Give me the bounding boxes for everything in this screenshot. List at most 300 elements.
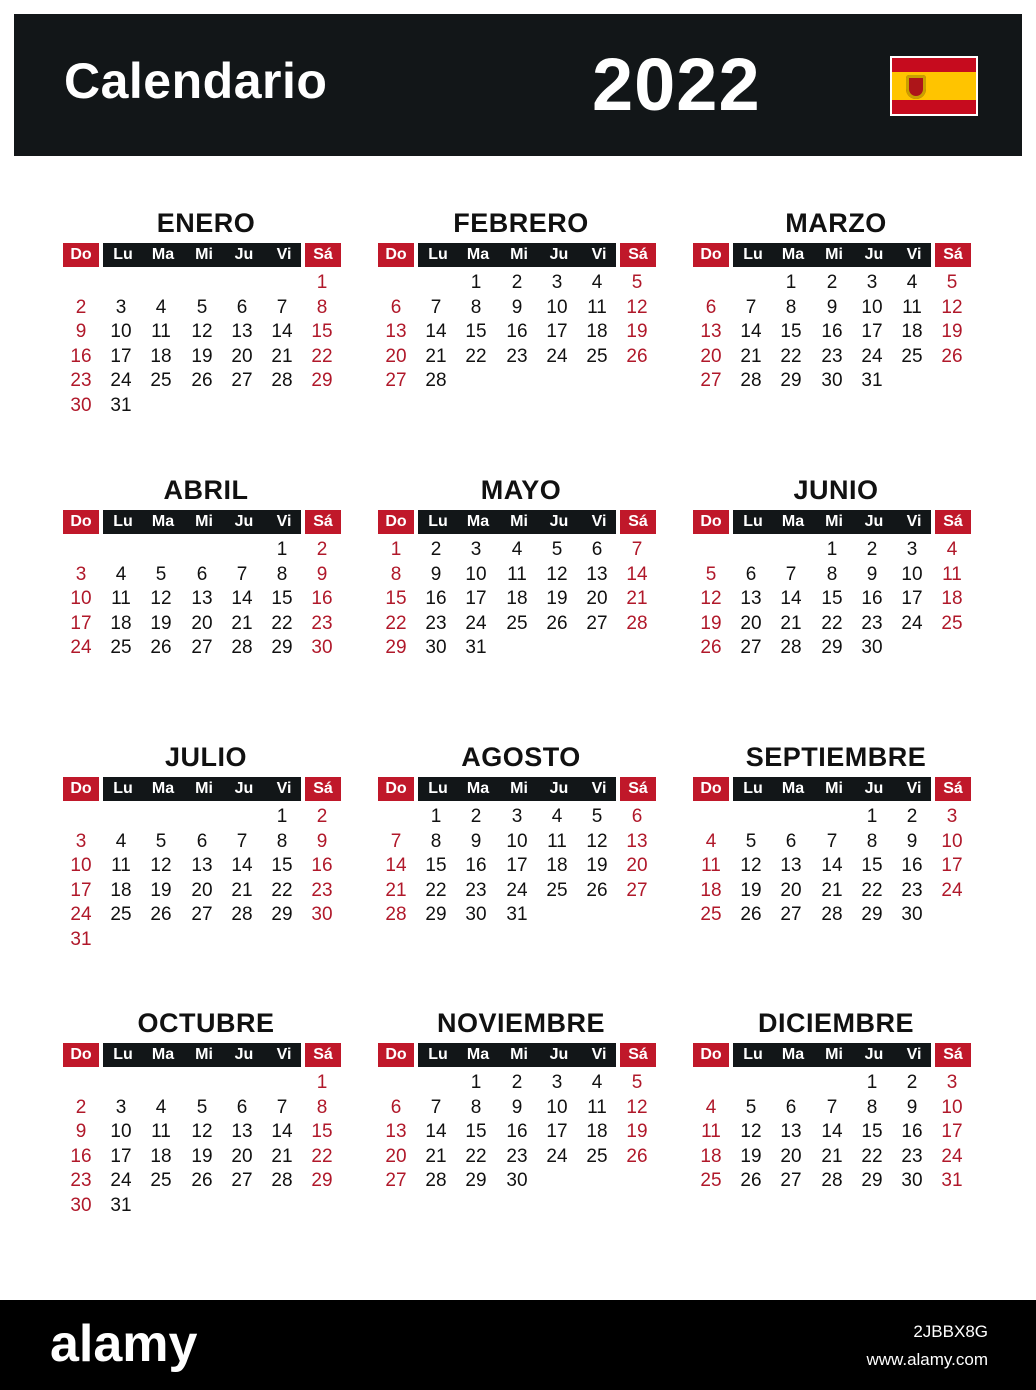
day-cell: 9 [470, 830, 482, 852]
day-cell: 16 [70, 345, 92, 367]
day-cell: 4 [906, 272, 918, 293]
day-cell: 19 [700, 612, 722, 634]
day-cell: 30 [861, 637, 883, 659]
day-cell: 2 [75, 1096, 87, 1118]
month-name: JULIO [164, 742, 247, 772]
day-cell: 21 [626, 588, 648, 610]
days-grid [378, 538, 664, 688]
days-grid [378, 1071, 664, 1221]
day-cell: 20 [626, 855, 648, 877]
day-cell: 12 [626, 1096, 648, 1118]
day-cell: 30 [70, 1195, 92, 1216]
flag-red-stripe [892, 58, 976, 72]
month-name: FEBRERO [453, 208, 589, 238]
weekday-label: Ma [466, 1046, 490, 1063]
weekday-label: Ju [549, 246, 569, 263]
day-cell: 24 [901, 612, 923, 634]
day-cell: 15 [465, 321, 487, 343]
day-cell: 8 [390, 563, 402, 585]
weekday-label: Ju [864, 1046, 884, 1063]
day-cell: 19 [586, 855, 608, 877]
month-block [693, 740, 979, 955]
weekday-label: Ju [549, 513, 569, 530]
day-cell: 10 [546, 296, 568, 318]
weekday-label: Ma [466, 513, 490, 530]
day-cell: 18 [700, 1145, 722, 1167]
day-cell: 22 [271, 612, 293, 634]
day-cell: 4 [155, 296, 167, 318]
day-cell: 13 [626, 830, 648, 852]
weekday-header [63, 510, 349, 534]
day-cell: 15 [311, 1121, 333, 1143]
day-cell: 5 [631, 1072, 643, 1093]
weekday-label: Ju [234, 513, 254, 530]
day-cell: 9 [316, 830, 328, 852]
days-grid [378, 271, 664, 421]
day-cell: 20 [740, 612, 762, 634]
day-cell: 5 [745, 1096, 757, 1118]
day-cell: 29 [861, 904, 883, 926]
days-grid [63, 1071, 349, 1221]
day-cell: 23 [311, 612, 333, 634]
day-cell: 1 [785, 272, 797, 293]
day-cell: 20 [780, 1145, 802, 1167]
month-block [63, 740, 349, 955]
weekday-label: Sá [935, 777, 971, 801]
day-cell: 7 [430, 1096, 442, 1118]
day-cell: 27 [700, 370, 722, 392]
day-cell: 4 [591, 272, 603, 293]
watermark-footer [0, 1300, 1036, 1390]
day-cell: 30 [425, 637, 447, 659]
day-cell: 16 [465, 855, 487, 877]
day-cell: 20 [385, 345, 407, 367]
day-cell: 16 [311, 855, 333, 877]
weekday-label: Do [378, 243, 414, 267]
day-cell: 17 [901, 588, 923, 610]
day-cell: 26 [191, 1170, 213, 1192]
weekday-label: Lu [743, 780, 763, 797]
day-cell: 11 [902, 296, 922, 318]
day-cell: 27 [780, 1170, 802, 1192]
day-cell: 12 [150, 588, 172, 610]
day-cell: 17 [546, 1121, 568, 1143]
day-cell: 17 [70, 879, 92, 901]
day-cell: 25 [901, 345, 923, 367]
weekday-label: Vi [276, 780, 292, 797]
day-cell: 23 [861, 612, 883, 634]
day-cell: 5 [631, 272, 643, 293]
day-cell: 25 [700, 904, 722, 926]
day-cell: 15 [821, 588, 843, 610]
day-cell: 22 [425, 879, 447, 901]
day-cell: 28 [821, 904, 843, 926]
day-cell: 14 [740, 321, 762, 343]
day-cell: 24 [70, 637, 92, 659]
day-cell: 31 [110, 1195, 132, 1216]
weekday-header [693, 1043, 979, 1067]
calendar-header [14, 14, 1022, 156]
day-cell: 13 [231, 321, 253, 343]
day-cell: 22 [465, 1145, 487, 1167]
weekday-label: Lu [113, 1046, 133, 1063]
day-cell: 22 [465, 345, 487, 367]
day-cell: 9 [430, 563, 442, 585]
day-cell: 9 [75, 1121, 87, 1143]
day-cell: 11 [701, 855, 721, 877]
day-cell: 28 [740, 370, 762, 392]
day-cell: 26 [150, 904, 172, 926]
day-cell: 11 [151, 321, 171, 343]
day-cell: 6 [390, 1096, 402, 1118]
day-cell: 19 [150, 879, 172, 901]
day-cell: 4 [705, 830, 717, 852]
weekday-label: Sá [305, 510, 341, 534]
month-name: AGOSTO [461, 742, 581, 772]
day-cell: 24 [861, 345, 883, 367]
day-cell: 4 [511, 539, 523, 560]
day-cell: 20 [586, 588, 608, 610]
day-cell: 27 [626, 879, 648, 901]
day-cell: 23 [311, 879, 333, 901]
day-cell: 23 [465, 879, 487, 901]
day-cell: 27 [385, 1170, 407, 1192]
day-cell: 24 [465, 612, 487, 634]
day-cell: 3 [551, 272, 563, 293]
weekday-label: Sá [620, 1043, 656, 1067]
weekday-label: Vi [591, 1046, 607, 1063]
day-cell: 5 [591, 806, 603, 827]
day-cell: 8 [826, 563, 838, 585]
day-cell: 30 [901, 1170, 923, 1192]
weekday-label: Mi [825, 1046, 843, 1063]
weekday-header [378, 1043, 664, 1067]
day-cell: 26 [740, 904, 762, 926]
day-cell: 7 [276, 296, 288, 318]
weekday-label: Ma [781, 246, 805, 263]
coat-of-arms-icon [906, 75, 926, 99]
day-cell: 23 [70, 1170, 92, 1192]
day-cell: 1 [470, 272, 482, 293]
weekday-label: Mi [195, 1046, 213, 1063]
weekday-label: Sá [935, 510, 971, 534]
day-cell: 11 [111, 855, 131, 877]
weekday-label: Ju [864, 780, 884, 797]
day-cell: 22 [821, 612, 843, 634]
spain-flag-icon [890, 56, 978, 116]
day-cell: 31 [110, 395, 132, 416]
weekday-label: Ju [549, 780, 569, 797]
day-cell: 20 [191, 879, 213, 901]
day-cell: 19 [941, 321, 963, 343]
day-cell: 18 [901, 321, 923, 343]
day-cell: 30 [311, 904, 333, 926]
weekday-label: Do [63, 243, 99, 267]
weekday-label: Vi [591, 246, 607, 263]
day-cell: 5 [705, 563, 717, 585]
day-cell: 13 [191, 588, 213, 610]
day-cell: 16 [425, 588, 447, 610]
day-cell: 8 [316, 296, 328, 318]
day-cell: 26 [700, 637, 722, 659]
day-cell: 12 [150, 855, 172, 877]
day-cell: 9 [511, 1096, 523, 1118]
day-cell: 24 [506, 879, 528, 901]
day-cell: 16 [821, 321, 843, 343]
day-cell: 24 [110, 370, 132, 392]
day-cell: 9 [906, 1096, 918, 1118]
day-cell: 7 [390, 830, 402, 852]
month-name: DICIEMBRE [757, 1008, 914, 1038]
day-cell: 21 [425, 345, 447, 367]
day-cell: 9 [511, 296, 523, 318]
month-block [63, 473, 349, 688]
day-cell: 2 [511, 272, 523, 293]
day-cell: 17 [465, 588, 487, 610]
day-cell: 20 [231, 1145, 253, 1167]
day-cell: 26 [941, 345, 963, 367]
day-cell: 22 [311, 1145, 333, 1167]
day-cell: 25 [586, 1145, 608, 1167]
day-cell: 30 [821, 370, 843, 392]
day-cell: 3 [946, 806, 958, 827]
weekday-label: Vi [591, 513, 607, 530]
day-cell: 11 [507, 563, 527, 585]
day-cell: 14 [271, 1121, 293, 1143]
day-cell: 15 [861, 1121, 883, 1143]
day-cell: 7 [826, 830, 838, 852]
weekday-label: Ju [234, 780, 254, 797]
day-cell: 20 [700, 345, 722, 367]
day-cell: 25 [150, 1170, 172, 1192]
day-cell: 13 [385, 321, 407, 343]
day-cell: 12 [941, 296, 963, 318]
day-cell: 11 [701, 1121, 721, 1143]
weekday-label: Do [693, 777, 729, 801]
weekday-label: Sá [620, 243, 656, 267]
day-cell: 28 [626, 612, 648, 634]
weekday-label: Mi [510, 246, 528, 263]
day-cell: 4 [155, 1096, 167, 1118]
day-cell: 27 [191, 637, 213, 659]
month-name: MAYO [480, 475, 562, 505]
weekday-label: Do [378, 1043, 414, 1067]
day-cell: 7 [785, 563, 797, 585]
day-cell: 20 [780, 879, 802, 901]
footer-url: www.alamy.com [866, 1350, 988, 1369]
day-cell: 10 [941, 830, 963, 852]
day-cell: 8 [470, 1096, 482, 1118]
weekday-label: Lu [428, 780, 448, 797]
day-cell: 3 [551, 1072, 563, 1093]
day-cell: 1 [866, 806, 878, 827]
weekday-label: Sá [935, 1043, 971, 1067]
weekday-label: Sá [305, 1043, 341, 1067]
day-cell: 23 [425, 612, 447, 634]
day-cell: 18 [546, 855, 568, 877]
calendar-year: 2022 [592, 43, 761, 126]
weekday-label: Vi [906, 1046, 922, 1063]
day-cell: 23 [901, 1145, 923, 1167]
day-cell: 22 [271, 879, 293, 901]
day-cell: 21 [740, 345, 762, 367]
month-block [693, 1006, 979, 1221]
month-name: ABRIL [163, 475, 249, 505]
day-cell: 26 [626, 345, 648, 367]
day-cell: 11 [587, 1096, 607, 1118]
day-cell: 22 [385, 612, 407, 634]
day-cell: 18 [586, 1121, 608, 1143]
weekday-label: Sá [620, 777, 656, 801]
day-cell: 3 [75, 563, 87, 585]
flag-yellow-stripe [892, 72, 976, 100]
day-cell: 15 [271, 855, 293, 877]
day-cell: 2 [906, 1072, 918, 1093]
weekday-label: Lu [743, 513, 763, 530]
days-grid [693, 538, 979, 688]
day-cell: 14 [780, 588, 802, 610]
day-cell: 10 [110, 321, 132, 343]
weekday-label: Ma [151, 780, 175, 797]
day-cell: 25 [150, 370, 172, 392]
day-cell: 7 [430, 296, 442, 318]
day-cell: 13 [780, 1121, 802, 1143]
day-cell: 14 [271, 321, 293, 343]
day-cell: 27 [191, 904, 213, 926]
day-cell: 4 [591, 1072, 603, 1093]
weekday-header [693, 510, 979, 534]
weekday-label: Mi [510, 1046, 528, 1063]
day-cell: 3 [906, 539, 918, 560]
day-cell: 4 [551, 806, 563, 827]
day-cell: 26 [740, 1170, 762, 1192]
day-cell: 22 [780, 345, 802, 367]
day-cell: 29 [861, 1170, 883, 1192]
day-cell: 2 [75, 296, 87, 318]
day-cell: 10 [901, 563, 923, 585]
day-cell: 25 [941, 612, 963, 634]
weekday-label: Mi [825, 246, 843, 263]
day-cell: 23 [506, 1145, 528, 1167]
weekday-label: Ju [864, 246, 884, 263]
weekday-label: Sá [305, 777, 341, 801]
day-cell: 20 [385, 1145, 407, 1167]
day-cell: 13 [780, 855, 802, 877]
day-cell: 13 [740, 588, 762, 610]
day-cell: 9 [316, 563, 328, 585]
day-cell: 26 [586, 879, 608, 901]
weekday-label: Lu [743, 1046, 763, 1063]
day-cell: 24 [941, 1145, 963, 1167]
weekday-label: Ma [151, 246, 175, 263]
day-cell: 12 [740, 1121, 762, 1143]
day-cell: 4 [115, 563, 127, 585]
weekday-header [378, 510, 664, 534]
weekday-label: Ma [781, 1046, 805, 1063]
day-cell: 27 [385, 370, 407, 392]
day-cell: 3 [470, 539, 482, 560]
weekday-label: Mi [195, 246, 213, 263]
weekday-label: Vi [276, 1046, 292, 1063]
day-cell: 21 [271, 345, 293, 367]
day-cell: 5 [551, 539, 563, 560]
day-cell: 1 [826, 539, 838, 560]
day-cell: 28 [271, 1170, 293, 1192]
day-cell: 28 [425, 370, 447, 392]
day-cell: 21 [780, 612, 802, 634]
day-cell: 2 [906, 806, 918, 827]
day-cell: 18 [506, 588, 528, 610]
day-cell: 13 [231, 1121, 253, 1143]
day-cell: 30 [506, 1170, 528, 1192]
day-cell: 28 [231, 637, 253, 659]
day-cell: 6 [390, 296, 402, 318]
day-cell: 5 [155, 563, 167, 585]
weekday-header [693, 243, 979, 267]
day-cell: 7 [276, 1096, 288, 1118]
day-cell: 18 [586, 321, 608, 343]
day-cell: 3 [866, 272, 878, 293]
day-cell: 18 [941, 588, 963, 610]
day-cell: 27 [231, 1170, 253, 1192]
day-cell: 28 [385, 904, 407, 926]
day-cell: 5 [196, 296, 208, 318]
day-cell: 24 [70, 904, 92, 926]
day-cell: 22 [861, 879, 883, 901]
day-cell: 10 [70, 588, 92, 610]
weekday-label: Ju [549, 1046, 569, 1063]
day-cell: 15 [425, 855, 447, 877]
day-cell: 30 [901, 904, 923, 926]
day-cell: 10 [70, 855, 92, 877]
day-cell: 12 [586, 830, 608, 852]
day-cell: 25 [506, 612, 528, 634]
day-cell: 2 [866, 539, 878, 560]
weekday-label: Sá [935, 243, 971, 267]
day-cell: 8 [866, 1096, 878, 1118]
weekday-label: Mi [510, 513, 528, 530]
day-cell: 15 [311, 321, 333, 343]
day-cell: 6 [745, 563, 757, 585]
day-cell: 1 [430, 806, 442, 827]
day-cell: 19 [546, 588, 568, 610]
day-cell: 8 [430, 830, 442, 852]
day-cell: 21 [425, 1145, 447, 1167]
weekday-label: Vi [276, 246, 292, 263]
day-cell: 19 [626, 321, 648, 343]
day-cell: 1 [866, 1072, 878, 1093]
day-cell: 14 [385, 855, 407, 877]
day-cell: 21 [271, 1145, 293, 1167]
day-cell: 14 [821, 855, 843, 877]
weekday-header [378, 243, 664, 267]
day-cell: 14 [425, 1121, 447, 1143]
day-cell: 3 [115, 296, 127, 318]
day-cell: 15 [271, 588, 293, 610]
day-cell: 25 [546, 879, 568, 901]
day-cell: 5 [745, 830, 757, 852]
day-cell: 11 [587, 296, 607, 318]
day-cell: 19 [191, 345, 213, 367]
weekday-label: Lu [113, 246, 133, 263]
day-cell: 2 [430, 539, 442, 560]
month-block [378, 1006, 664, 1221]
day-cell: 20 [191, 612, 213, 634]
weekday-label: Lu [428, 513, 448, 530]
month-name: ENERO [156, 208, 256, 238]
days-grid [63, 271, 349, 421]
day-cell: 24 [110, 1170, 132, 1192]
